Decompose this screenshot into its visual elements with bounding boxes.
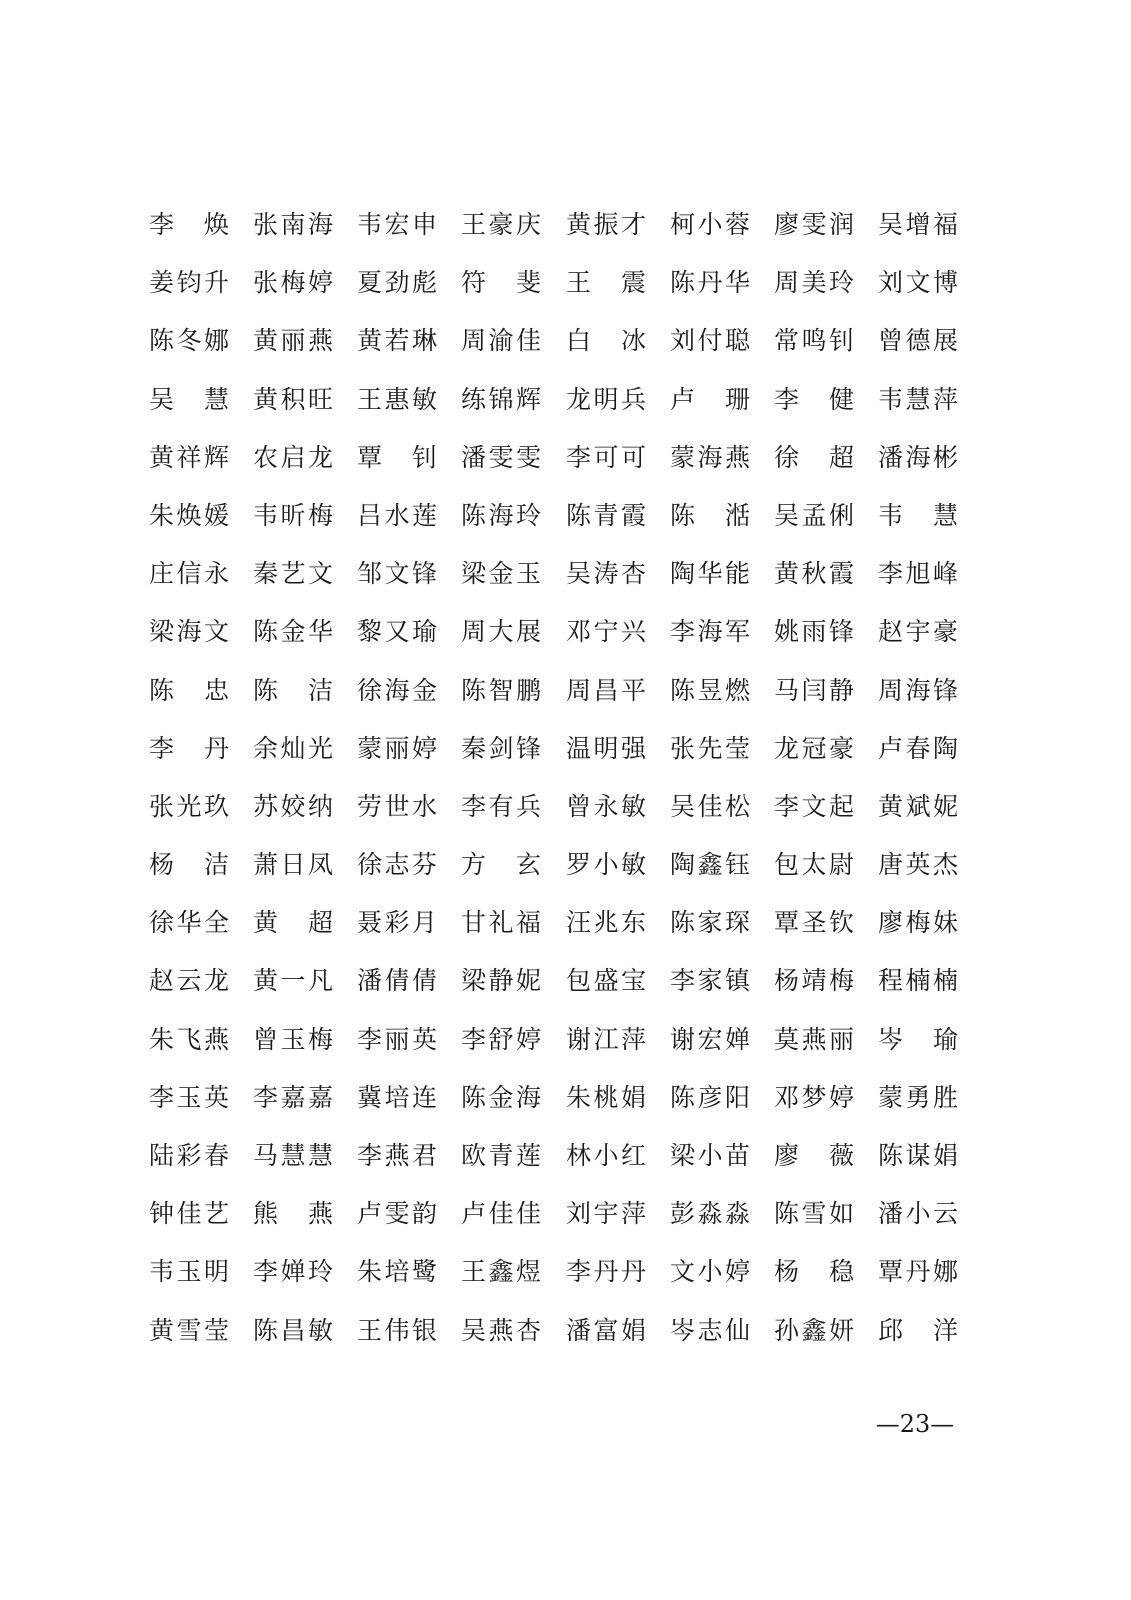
name-cell: 蒙 勇 胜 bbox=[878, 1082, 958, 1112]
name-cell: 文 小 婷 bbox=[670, 1257, 750, 1287]
name-cell: 张 梅 婷 bbox=[253, 268, 333, 298]
name-cell: 陈 丹 华 bbox=[670, 268, 750, 298]
name-cell: 陈 冬 娜 bbox=[149, 326, 229, 356]
name-cell: 黄 祥 辉 bbox=[149, 442, 229, 472]
name-cell: 潘 小 云 bbox=[878, 1199, 958, 1229]
name-cell: 韦 昕 梅 bbox=[253, 500, 333, 530]
name-cell: 李 文 起 bbox=[774, 791, 854, 821]
name-cell: 黎 又 瑜 bbox=[357, 617, 437, 647]
name-cell: 周 昌 平 bbox=[566, 675, 646, 705]
name-cell: 卢 春 陶 bbox=[878, 733, 958, 763]
name-cell: 王 豪 庆 bbox=[461, 210, 541, 239]
name-cell: 马 闫 静 bbox=[774, 675, 854, 705]
name-cell: 李 丽 英 bbox=[357, 1024, 437, 1054]
name-cell: 杨 稳 bbox=[774, 1257, 854, 1287]
name-cell: 常 鸣 钊 bbox=[774, 326, 854, 356]
name-row bbox=[0, 894, 1131, 952]
name-row bbox=[0, 429, 1131, 487]
name-cell: 覃 钊 bbox=[357, 442, 437, 472]
name-cell: 梁 金 玉 bbox=[461, 559, 541, 589]
name-cell: 李 玉 英 bbox=[149, 1082, 229, 1112]
name-cell: 汪 兆 东 bbox=[566, 908, 646, 938]
name-cell: 欧 青 莲 bbox=[461, 1141, 541, 1170]
name-cell: 罗 小 敏 bbox=[566, 850, 646, 880]
name-cell: 马 慧 慧 bbox=[253, 1141, 333, 1170]
name-row bbox=[0, 662, 1131, 720]
name-cell: 朱 飞 燕 bbox=[149, 1024, 229, 1054]
name-cell: 邓 梦 婷 bbox=[774, 1082, 854, 1112]
name-cell: 夏 劲 彪 bbox=[357, 268, 437, 298]
name-row bbox=[0, 545, 1131, 603]
name-cell: 李 丹 丹 bbox=[566, 1257, 646, 1287]
name-cell: 陈 智 鹏 bbox=[461, 675, 541, 705]
name-cell: 覃 圣 钦 bbox=[774, 908, 854, 938]
name-row bbox=[0, 312, 1131, 370]
name-cell: 熊 燕 bbox=[253, 1199, 333, 1229]
name-cell: 吴 孟 俐 bbox=[774, 500, 854, 530]
name-cell: 韦 宏 申 bbox=[357, 210, 437, 239]
name-cell: 陈 昌 敏 bbox=[253, 1315, 333, 1345]
name-cell: 陈 昱 燃 bbox=[670, 675, 750, 705]
name-row bbox=[0, 371, 1131, 429]
name-cell: 吕 水 莲 bbox=[357, 500, 437, 530]
name-cell: 冀 培 连 bbox=[357, 1082, 437, 1112]
name-cell: 聂 彩 月 bbox=[357, 908, 437, 938]
name-cell: 曾 永 敏 bbox=[566, 791, 646, 821]
name-cell: 赵 宇 豪 bbox=[878, 617, 958, 647]
name-cell: 杨 靖 梅 bbox=[774, 966, 854, 996]
name-cell: 朱 培 鹭 bbox=[357, 1257, 437, 1287]
name-cell: 黄 若 琳 bbox=[357, 326, 437, 356]
name-cell: 周 大 展 bbox=[461, 617, 541, 647]
name-row bbox=[0, 836, 1131, 894]
name-cell: 陈 海 玲 bbox=[461, 500, 541, 530]
name-row bbox=[0, 254, 1131, 312]
name-cell: 陈 青 霞 bbox=[566, 500, 646, 530]
name-cell: 李 可 可 bbox=[566, 442, 646, 472]
name-row bbox=[0, 196, 1131, 254]
name-row bbox=[0, 1243, 1131, 1301]
name-cell: 陈 家 琛 bbox=[670, 908, 750, 938]
name-row bbox=[0, 487, 1131, 545]
name-cell: 黄 雪 莹 bbox=[149, 1315, 229, 1345]
name-cell: 王 惠 敏 bbox=[357, 384, 437, 414]
name-cell: 姚 雨 锋 bbox=[774, 617, 854, 647]
name-cell: 陈 彦 阳 bbox=[670, 1082, 750, 1112]
name-row bbox=[0, 1127, 1131, 1185]
name-cell: 谢 江 萍 bbox=[566, 1024, 646, 1054]
name-cell: 廖 薇 bbox=[774, 1141, 854, 1170]
name-cell: 白 冰 bbox=[566, 326, 646, 356]
name-cell: 潘 雯 雯 bbox=[461, 442, 541, 472]
name-cell: 姜 钧 升 bbox=[149, 268, 229, 298]
name-cell: 龙 冠 豪 bbox=[774, 733, 854, 763]
name-cell: 邱 洋 bbox=[878, 1315, 958, 1345]
name-cell: 陈 金 华 bbox=[253, 617, 333, 647]
name-cell: 秦 艺 文 bbox=[253, 559, 333, 589]
name-cell: 包 盛 宝 bbox=[566, 966, 646, 996]
name-cell: 温 明 强 bbox=[566, 733, 646, 763]
name-cell: 王 鑫 煜 bbox=[461, 1257, 541, 1287]
name-cell: 朱 桃 娟 bbox=[566, 1082, 646, 1112]
name-row bbox=[0, 603, 1131, 661]
name-cell: 符 斐 bbox=[461, 268, 541, 298]
name-cell: 邓 宁 兴 bbox=[566, 617, 646, 647]
name-cell: 苏 姣 纳 bbox=[253, 791, 333, 821]
name-cell: 曾 玉 梅 bbox=[253, 1024, 333, 1054]
name-cell: 李 焕 bbox=[149, 210, 229, 239]
name-cell: 谢 宏 婵 bbox=[670, 1024, 750, 1054]
name-cell: 曾 德 展 bbox=[878, 326, 958, 356]
name-cell: 吴 涛 杏 bbox=[566, 559, 646, 589]
name-cell: 陈 忠 bbox=[149, 675, 229, 705]
name-cell: 岑 瑜 bbox=[878, 1024, 958, 1054]
name-row bbox=[0, 720, 1131, 778]
name-cell: 农 启 龙 bbox=[253, 442, 333, 472]
name-cell: 陈 洁 bbox=[253, 675, 333, 705]
name-cell: 梁 静 妮 bbox=[461, 966, 541, 996]
name-cell: 徐 华 全 bbox=[149, 908, 229, 938]
name-cell: 李 嘉 嘉 bbox=[253, 1082, 333, 1112]
name-cell: 刘 文 博 bbox=[878, 268, 958, 298]
name-cell: 潘 倩 倩 bbox=[357, 966, 437, 996]
name-cell: 黄 丽 燕 bbox=[253, 326, 333, 356]
name-cell: 李 有 兵 bbox=[461, 791, 541, 821]
name-row bbox=[0, 1069, 1131, 1127]
name-cell: 黄 一 凡 bbox=[253, 966, 333, 996]
name-cell: 陶 华 能 bbox=[670, 559, 750, 589]
page-number: —23— bbox=[875, 1410, 955, 1438]
name-cell: 韦 慧 bbox=[878, 500, 958, 530]
name-cell: 孙 鑫 妍 bbox=[774, 1315, 854, 1345]
name-cell: 龙 明 兵 bbox=[566, 384, 646, 414]
name-cell: 吴 佳 松 bbox=[670, 791, 750, 821]
name-cell: 杨 洁 bbox=[149, 850, 229, 880]
name-cell: 李 健 bbox=[774, 384, 854, 414]
name-row bbox=[0, 1302, 1131, 1360]
name-cell: 余 灿 光 bbox=[253, 733, 333, 763]
name-cell: 蒙 丽 婷 bbox=[357, 733, 437, 763]
name-cell: 练 锦 辉 bbox=[461, 384, 541, 414]
name-cell: 陈 谋 娟 bbox=[878, 1141, 958, 1170]
name-cell: 甘 礼 福 bbox=[461, 908, 541, 938]
name-cell: 李 燕 君 bbox=[357, 1141, 437, 1170]
name-row bbox=[0, 778, 1131, 836]
name-cell: 李 婵 玲 bbox=[253, 1257, 333, 1287]
name-cell: 刘 付 聪 bbox=[670, 326, 750, 356]
name-cell: 陈 雪 如 bbox=[774, 1199, 854, 1229]
name-cell: 陶 鑫 钰 bbox=[670, 850, 750, 880]
name-cell: 庄 信 永 bbox=[149, 559, 229, 589]
name-cell: 廖 雯 润 bbox=[774, 210, 854, 239]
name-cell: 李 海 军 bbox=[670, 617, 750, 647]
name-cell: 徐 海 金 bbox=[357, 675, 437, 705]
name-cell: 黄 振 才 bbox=[566, 210, 646, 239]
name-cell: 廖 梅 妹 bbox=[878, 908, 958, 938]
name-cell: 秦 剑 锋 bbox=[461, 733, 541, 763]
name-cell: 梁 小 苗 bbox=[670, 1141, 750, 1170]
name-cell: 韦 慧 萍 bbox=[878, 384, 958, 414]
name-cell: 王 震 bbox=[566, 268, 646, 298]
name-cell: 覃 丹 娜 bbox=[878, 1257, 958, 1287]
name-cell: 徐 志 芬 bbox=[357, 850, 437, 880]
name-cell: 张 南 海 bbox=[253, 210, 333, 239]
name-cell: 李 旭 峰 bbox=[878, 559, 958, 589]
name-cell: 卢 珊 bbox=[670, 384, 750, 414]
name-cell: 朱 焕 媛 bbox=[149, 500, 229, 530]
name-cell: 潘 海 彬 bbox=[878, 442, 958, 472]
name-cell: 周 海 锋 bbox=[878, 675, 958, 705]
name-cell: 邹 文 锋 bbox=[357, 559, 437, 589]
name-cell: 包 太 尉 bbox=[774, 850, 854, 880]
name-cell: 周 美 玲 bbox=[774, 268, 854, 298]
name-row bbox=[0, 952, 1131, 1010]
name-cell: 卢 雯 韵 bbox=[357, 1199, 437, 1229]
name-cell: 李 家 镇 bbox=[670, 966, 750, 996]
name-cell: 吴 燕 杏 bbox=[461, 1315, 541, 1345]
name-cell: 吴 增 福 bbox=[878, 210, 958, 239]
name-cell: 陈 金 海 bbox=[461, 1082, 541, 1112]
name-cell: 钟 佳 艺 bbox=[149, 1199, 229, 1229]
name-cell: 黄 斌 妮 bbox=[878, 791, 958, 821]
name-cell: 陆 彩 春 bbox=[149, 1141, 229, 1170]
name-cell: 梁 海 文 bbox=[149, 617, 229, 647]
name-cell: 蒙 海 燕 bbox=[670, 442, 750, 472]
name-cell: 赵 云 龙 bbox=[149, 966, 229, 996]
name-cell: 萧 日 凤 bbox=[253, 850, 333, 880]
name-cell: 李 丹 bbox=[149, 733, 229, 763]
name-cell: 王 伟 银 bbox=[357, 1315, 437, 1345]
name-cell: 韦 玉 明 bbox=[149, 1257, 229, 1287]
name-cell: 岑 志 仙 bbox=[670, 1315, 750, 1345]
name-row bbox=[0, 1185, 1131, 1243]
name-cell: 陈 湉 bbox=[670, 500, 750, 530]
name-cell: 程 楠 楠 bbox=[878, 966, 958, 996]
name-cell: 周 渝 佳 bbox=[461, 326, 541, 356]
name-cell: 张 先 莹 bbox=[670, 733, 750, 763]
name-row bbox=[0, 1011, 1131, 1069]
name-cell: 潘 富 娟 bbox=[566, 1315, 646, 1345]
names-grid bbox=[0, 196, 1131, 1360]
name-cell: 方 玄 bbox=[461, 850, 541, 880]
name-cell: 唐 英 杰 bbox=[878, 850, 958, 880]
name-cell: 李 舒 婷 bbox=[461, 1024, 541, 1054]
name-cell: 卢 佳 佳 bbox=[461, 1199, 541, 1229]
name-cell: 黄 积 旺 bbox=[253, 384, 333, 414]
name-cell: 柯 小 蓉 bbox=[670, 210, 750, 239]
name-cell: 张 光 玖 bbox=[149, 791, 229, 821]
name-cell: 劳 世 水 bbox=[357, 791, 437, 821]
name-cell: 黄 超 bbox=[253, 908, 333, 938]
name-cell: 莫 燕 丽 bbox=[774, 1024, 854, 1054]
name-cell: 吴 慧 bbox=[149, 384, 229, 414]
name-cell: 徐 超 bbox=[774, 442, 854, 472]
name-cell: 林 小 红 bbox=[566, 1141, 646, 1170]
name-cell: 黄 秋 霞 bbox=[774, 559, 854, 589]
name-cell: 刘 宇 萍 bbox=[566, 1199, 646, 1229]
name-cell: 彭 淼 淼 bbox=[670, 1199, 750, 1229]
